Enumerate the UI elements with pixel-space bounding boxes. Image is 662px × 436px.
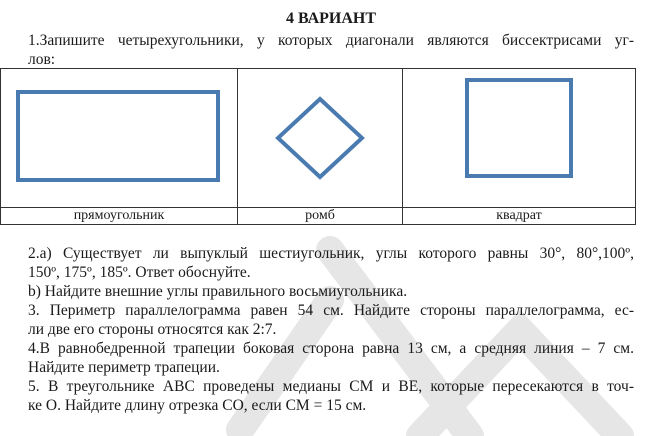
square-cell xyxy=(403,69,636,208)
rectangle-cell xyxy=(1,69,238,208)
rhombus-figure xyxy=(274,95,366,181)
task3-text: 3. Периметр параллелограмма равен 54 см. Найдите стороны параллелограмма, ес- xyxy=(28,302,634,319)
task5-text-cont: ке О. Найдите длину отрезка СО, если СМ = 15 см. xyxy=(28,397,367,414)
task4-text: 4.В равнобедренной трапеции боковая сторона равна 13 см, а средняя линия – 7 см. xyxy=(28,340,634,357)
rectangle-figure xyxy=(14,88,224,188)
task5-text: 5. В треугольнике АВС проведены медианы СМ и ВЕ, которые пересекаются в точ- xyxy=(28,378,634,395)
rhombus-label: ромб xyxy=(238,208,403,225)
task1-text-cont: лов: xyxy=(28,51,56,68)
task2a-text-cont: 150º, 175º, 185º. Ответ обоснуйте. xyxy=(28,264,251,281)
task2b-text: b) Найдите внешние углы правильного восьмиугольника. xyxy=(28,283,408,300)
task3-text-cont: ли две его стороны относятся как 2:7. xyxy=(28,321,277,338)
variant-title: 4 ВАРИАНТ xyxy=(285,10,377,27)
task4-text-cont: Найдите периметр трапеции. xyxy=(28,359,220,376)
rectangle-label: прямоугольник xyxy=(1,208,238,225)
rhombus-cell xyxy=(238,69,403,208)
square-figure xyxy=(463,76,575,180)
square-label: квадрат xyxy=(403,208,636,225)
figures-table xyxy=(0,68,636,225)
task1-text: 1.Запишите четырехугольники, у которых диагонали являются биссектрисами уг- xyxy=(28,32,634,49)
task2a-text: 2.а) Существует ли выпуклый шестиугольник, углы которого равны 30°, 80°,100º, xyxy=(28,245,634,262)
